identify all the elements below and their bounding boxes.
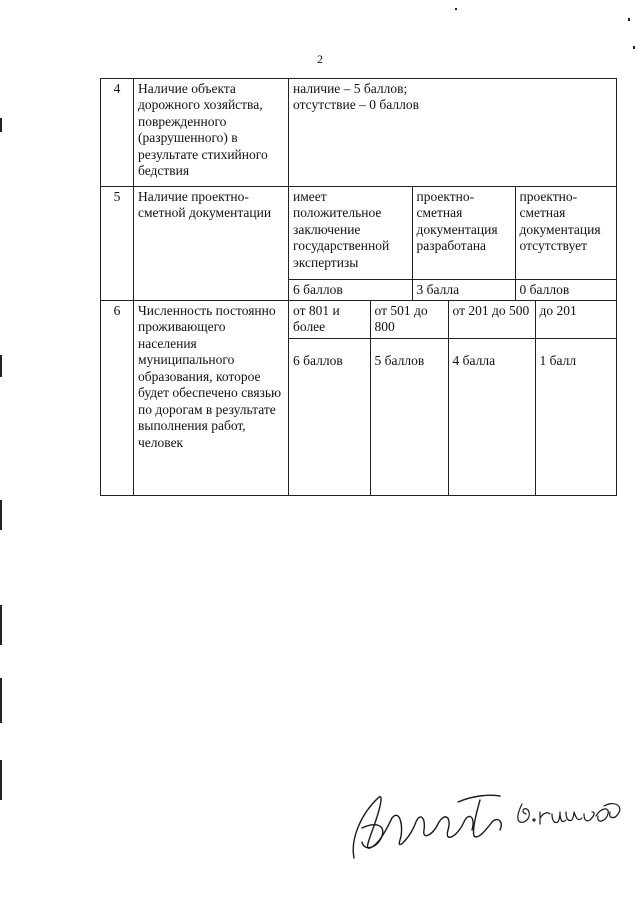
row-number: 5 [101,187,134,301]
options-grid [289,301,617,495]
table-row [101,79,617,187]
option-condition: проектно-сметная документация разработана [412,187,515,279]
criterion-options [289,187,617,301]
scan-mark [0,500,2,530]
table-row [101,301,617,496]
row-number: 6 [101,301,134,496]
option-range: от 201 до 500 [448,301,535,338]
scan-mark [628,18,630,21]
option-range: от 801 и более [293,303,340,335]
criterion-value [289,79,617,187]
handwritten-signature [340,778,630,868]
scan-mark [0,355,2,377]
option-range: до 201 [535,301,617,338]
option-score: 0 баллов [515,279,617,300]
option-score: 6 баллов [289,338,370,495]
option-condition: проектно-сметная документация отсутствует [515,187,617,279]
option-score: 5 баллов [370,338,448,495]
criteria-table [100,78,617,496]
scan-mark [0,605,2,645]
criterion-text: Наличие проектно-сметной документации [134,187,289,301]
criterion-text: Численность постоянно проживающего населения муниципального образования, которое будет обеспечено связью по дорогам в результате выполнения работ, человек [134,301,289,496]
option-condition: имеет положительное заключение государственной экспертизы [293,189,390,270]
scan-mark [455,8,457,10]
scan-mark [0,118,2,132]
options-grid [289,187,617,300]
value-line: наличие – 5 баллов; [293,81,408,96]
option-range: от 501 до 800 [370,301,448,338]
scan-mark [0,678,2,723]
table-row [101,187,617,301]
row-number: 4 [101,79,134,187]
scan-mark [0,760,2,800]
option-score: 3 балла [412,279,515,300]
option-score: 4 балла [448,338,535,495]
scan-mark [633,46,635,49]
option-score: 1 балл [535,338,617,495]
page-number: 2 [317,52,323,66]
value-line: отсутствие – 0 баллов [293,97,419,113]
criterion-text: Наличие объекта дорожного хозяйства, поврежденного (разрушенного) в результате стихийного бедствия [134,79,289,187]
option-score: 6 баллов [289,279,412,300]
criterion-options [289,301,617,496]
